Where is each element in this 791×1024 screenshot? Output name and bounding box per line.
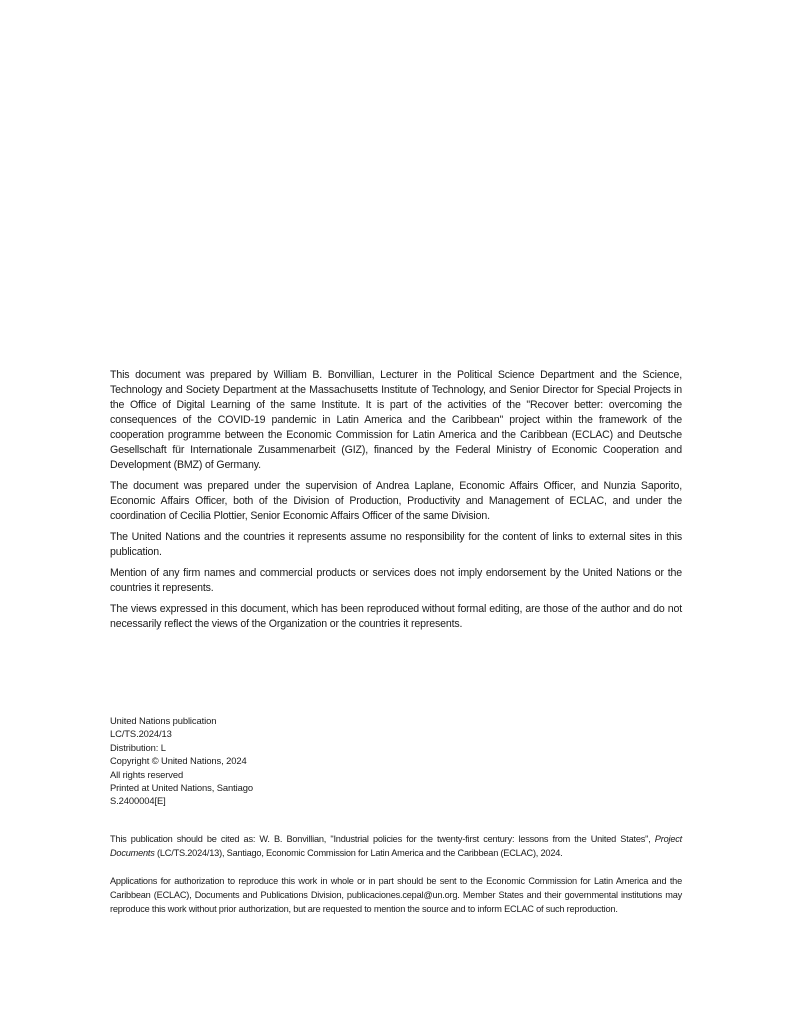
copyright: Copyright © United Nations, 2024 [110,755,247,767]
imprint-block [110,714,253,808]
authorship-paragraph: This document was prepared by William B. Bonvillian, Lecturer in the Political Science Department and the Science, Technology and Society Department at the Massachusetts Institute of Technology, and Senior Director for Special Projects in the Office of Digital Learning of the same Institute. It is part of the activities of the "Recover better: overcoming the consequences of the COVID-19 pandemic in Latin America and the Caribbean" project within the framework of the cooperation programme between the Economic Commission for Latin America and the Caribbean (ECLAC) and Deutsche Gesellschaft für Internationale Zusammenarbeit (GIZ), financed by the Federal Ministry of Economic Cooperation and Development (BMZ) of Germany. [110,369,682,471]
rights: All rights reserved [110,768,184,780]
distribution: Distribution: L [110,741,166,753]
supervision-paragraph: The document was prepared under the supervision of Andrea Laplane, Economic Affairs Officer, and Nunzia Saporito, Economic Affairs Officer, both of the Division of Production, Productivity and Management of ECLAC, and under the coordination of Cecilia Plottier, Senior Economic Affairs Officer of the same Division. [110,480,682,522]
applications-paragraph: Applications for authorization to reproduce this work in whole or in part should be sent to the Economic Commission for Latin America and the Caribbean (ECLAC), Documents and Publications Division, publicaciones.cepal@un.org. Member States and their governmental institutions may reproduce this work without prior authorization, but are requested to mention the source and to inform ECLAC of such reproduction. [110,876,682,914]
reproduction-notice [110,874,682,916]
citation-prefix: This publication should be cited as: W. B. Bonvillian, "Industrial policies for the twenty-first century: lessons from the United States", [110,834,655,844]
citation-series: Project Documents [110,834,682,858]
sales-number: S.2400004[E] [110,795,166,807]
document-symbol: LC/TS.2024/13 [110,728,172,740]
endorsement-disclaimer: Mention of any firm names and commercial products or services does not imply endorsement by the United Nations or the countries it represents. [110,567,682,594]
citation-block [110,832,682,860]
links-disclaimer: The United Nations and the countries it represents assume no responsibility for the content of links to external sites in this publication. [110,531,682,558]
views-disclaimer: The views expressed in this document, which has been reproduced without formal editing, are those of the author and do not necessarily reflect the views of the Organization or the countries it represents. [110,603,682,630]
printed-at: Printed at United Nations, Santiago [110,782,253,794]
credits-section [110,368,682,638]
citation-suffix: (LC/TS.2024/13), Santiago, Economic Commission for Latin America and the Caribbean (ECLAC), 2024. [154,848,563,858]
publication-type: United Nations publication [110,715,217,726]
